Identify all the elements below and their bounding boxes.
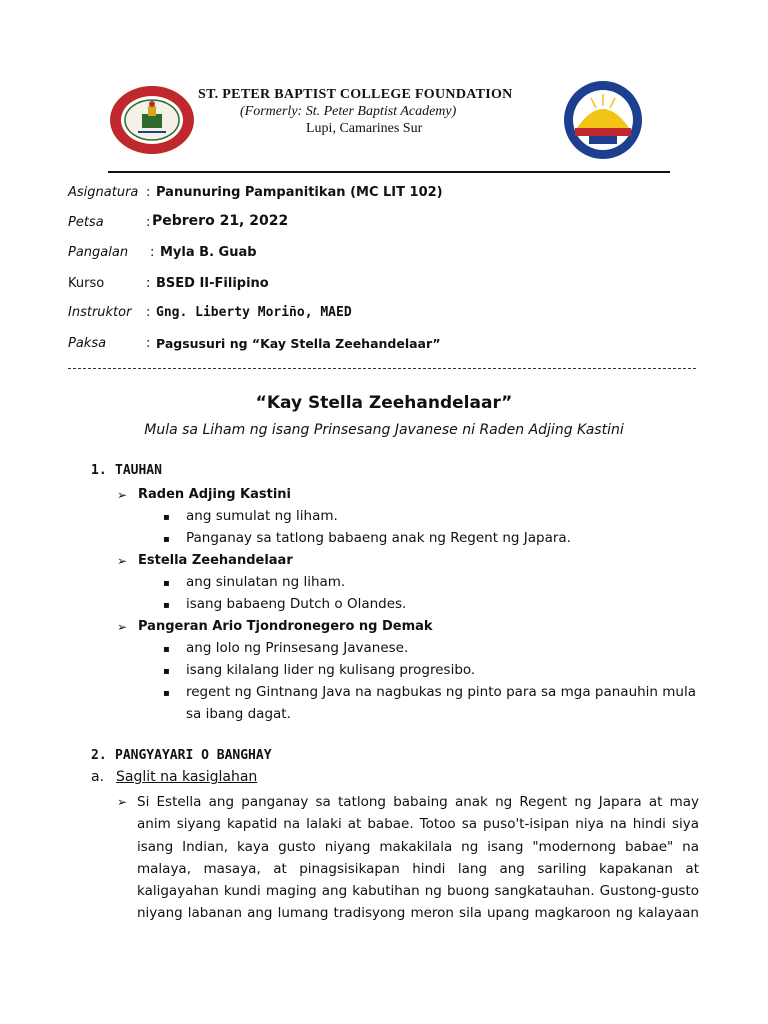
subsection-letter: a. [91, 769, 105, 785]
section-number: 1. [91, 463, 107, 478]
document-subtitle: Mula sa Liham ng isang Prinsesang Javanese ni Raden Adjing Kastini [144, 422, 624, 438]
info-value-asignatura: Panunuring Pampanitikan (MC LIT 102) [156, 185, 443, 200]
info-value-instruktor: Gng. Liberty Moriño, MAED [156, 305, 352, 320]
character-point: isang kilalang lider ng kulisang progresibo. [186, 662, 476, 678]
character-point: isang babaeng Dutch o Olandes. [186, 596, 407, 612]
school-location: Lupi, Camarines Sur [306, 121, 423, 136]
info-colon: : [146, 185, 151, 200]
paragraph-line: niyang labanan ang lumang tradisyong meron sila upang magkaroon ng kalayaan [137, 905, 699, 922]
info-label-pangalan: Pangalan [68, 245, 129, 260]
info-label-paksa: Paksa [68, 336, 107, 351]
paragraph-line: anim siyang kapatid na lalaki at babae. Totoo sa puso't-isipan niya na hindi siya [137, 816, 699, 833]
square-bullet-icon: ▪ [163, 512, 170, 523]
arrow-bullet-icon: ➢ [117, 488, 128, 502]
info-colon: : [146, 336, 151, 351]
info-value-petsa: Pebrero 21, 2022 [152, 213, 289, 229]
banghay-paragraph [137, 791, 699, 925]
school-name: ST. PETER BAPTIST COLLEGE FOUNDATION [198, 87, 513, 102]
character-point-continued: sa ibang dagat. [186, 706, 291, 722]
section-number: 2. [91, 748, 107, 763]
school-former-name: (Formerly: St. Peter Baptist Academy) [240, 104, 457, 119]
square-bullet-icon: ▪ [163, 688, 170, 699]
info-label-asignatura: Asignatura [68, 185, 139, 200]
character-name: Estella Zeehandelaar [138, 553, 293, 568]
info-value-kurso: BSED II-Filipino [156, 276, 269, 291]
info-label-kurso: Kurso [68, 276, 105, 291]
square-bullet-icon: ▪ [163, 578, 170, 589]
header-divider [108, 171, 670, 173]
school-seal-icon [108, 84, 196, 156]
square-bullet-icon: ▪ [163, 644, 170, 655]
info-colon: : [146, 305, 151, 320]
character-name: Raden Adjing Kastini [138, 487, 292, 502]
info-colon: : [146, 276, 151, 291]
square-bullet-icon: ▪ [163, 666, 170, 677]
arrow-bullet-icon: ➢ [117, 554, 128, 568]
square-bullet-icon: ▪ [163, 534, 170, 545]
character-point: Panganay sa tatlong babaeng anak ng Regent ng Japara. [186, 530, 571, 546]
paragraph-line: isang Indian, kaya gusto niyang makakilala ng isang "modernong babae" na [137, 838, 699, 855]
arrow-bullet-icon: ➢ [117, 795, 128, 809]
info-colon: : [146, 215, 151, 230]
character-point: ang sinulatan ng liham. [186, 574, 346, 590]
paragraph-line: malaya, masaya, at pinagsisikapan hindi lang ang sariling kapakanan at [137, 860, 699, 877]
info-colon: : [150, 245, 155, 260]
info-label-instruktor: Instruktor [68, 305, 132, 320]
document-title: “Kay Stella Zeehandelaar” [255, 393, 513, 413]
square-bullet-icon: ▪ [163, 600, 170, 611]
character-point: regent ng Gintnang Java na nagbukas ng pinto para sa mga panauhin mula [186, 684, 697, 700]
info-value-paksa: Pagsusuri ng “Kay Stella Zeehandelaar” [156, 336, 441, 351]
info-label-petsa: Petsa [68, 215, 104, 230]
character-point: ang sumulat ng liham. [186, 508, 338, 524]
section-heading-tauhan: TAUHAN [115, 463, 162, 478]
info-value-pangalan: Myla B. Guab [160, 245, 257, 260]
paragraph-line: Si Estella ang panganay sa tatlong babaing anak ng Regent ng Japara at may [137, 794, 699, 810]
character-name: Pangeran Ario Tjondronegero ng Demak [138, 619, 433, 634]
paragraph-line: kaligayahan kundi maging ang kabutihan ng buong sangkatauhan. Gustong-gusto [137, 883, 699, 900]
dashed-divider [68, 368, 696, 369]
subsection-label: Saglit na kasiglahan [116, 769, 258, 785]
section-heading-banghay: PANGYAYARI O BANGHAY [115, 748, 272, 763]
ched-seal-icon [563, 80, 643, 160]
arrow-bullet-icon: ➢ [117, 620, 128, 634]
character-point: ang lolo ng Prinsesang Javanese. [186, 640, 409, 656]
